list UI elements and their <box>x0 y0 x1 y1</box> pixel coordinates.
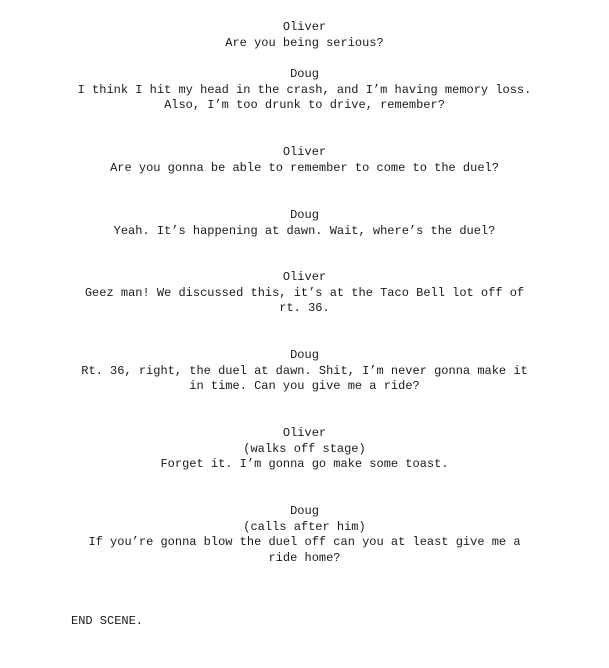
dialogue-line: I think I hit my head in the crash, and I’m having memory loss. <box>77 82 532 97</box>
dialogue-line: Geez man! We discussed this, it’s at the Taco Bell lot off of <box>84 285 525 300</box>
dialogue-block <box>60 145 549 176</box>
dialogue-block <box>60 67 549 114</box>
character-name: Doug <box>290 67 319 81</box>
character-name: Oliver <box>282 20 327 34</box>
character-name: Doug <box>290 504 319 518</box>
dialogue-line: ride home? <box>268 550 341 565</box>
dialogue-line: If you’re gonna blow the duel off can you at least give me a <box>88 535 521 549</box>
character-name: Oliver <box>282 270 327 284</box>
dialogue-line: in time. Can you give me a ride? <box>189 379 420 393</box>
dialogue-line: rt. 36. <box>279 301 330 315</box>
dialogue-block <box>60 208 549 239</box>
parenthetical: (calls after him) <box>243 519 366 534</box>
dialogue-line: Are you being serious? <box>225 35 384 50</box>
dialogue-line: Are you gonna be able to remember to come to the duel? <box>110 160 499 175</box>
dialogue-block <box>60 426 549 473</box>
dialogue-line: Forget it. I’m gonna go make some toast. <box>160 457 449 471</box>
dialogue-line: Also, I’m too drunk to drive, remember? <box>164 98 445 112</box>
character-name: Doug <box>290 208 319 222</box>
dialogue-block <box>60 270 549 317</box>
dialogue-line: Yeah. It’s happening at dawn. Wait, where’s the duel? <box>113 223 496 238</box>
dialogue-block <box>60 348 549 395</box>
end-scene-text: END SCENE. <box>71 614 144 628</box>
parenthetical: (walks off stage) <box>243 441 366 456</box>
dialogue-line: Rt. 36, right, the duel at dawn. Shit, I’m never gonna make it <box>81 363 528 378</box>
dialogue-block <box>60 504 549 566</box>
character-name: Oliver <box>282 145 327 159</box>
dialogue-block <box>60 20 549 51</box>
character-name: Oliver <box>282 426 327 440</box>
character-name: Doug <box>290 348 319 362</box>
